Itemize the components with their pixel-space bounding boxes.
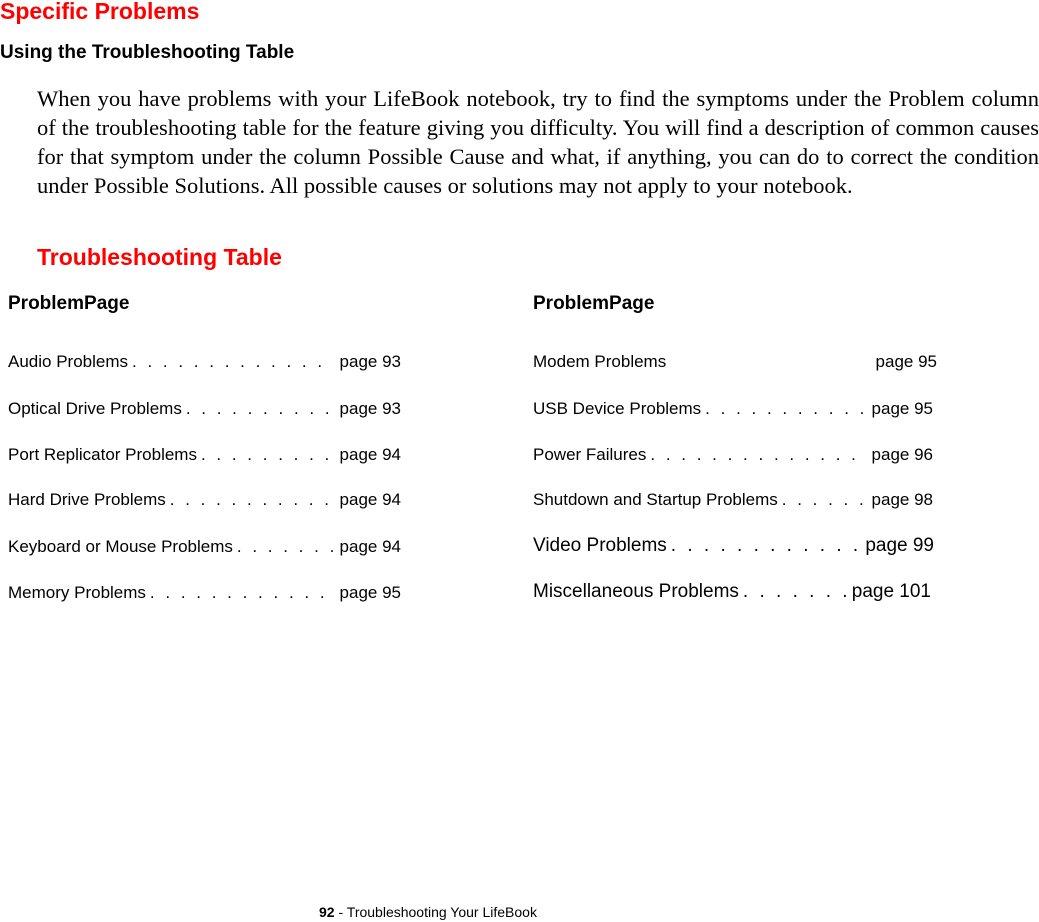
right-column-header (533, 293, 654, 315)
entry-page: page 93 (339, 399, 401, 418)
entry-label: Video Problems (533, 535, 667, 556)
dot-leader (671, 534, 860, 558)
entry-label: Port Replicator Problems (8, 445, 197, 464)
toc-entry-memory-problems[interactable] (8, 581, 401, 605)
dot-leader (237, 535, 334, 559)
entry-label: Audio Problems (8, 352, 129, 371)
dot-leader (132, 350, 334, 374)
entry-page: page 93 (339, 352, 401, 371)
right-header-problem: Problem (533, 293, 610, 314)
dot-leader (170, 488, 334, 512)
entry-page: page 101 (851, 581, 931, 602)
dot-leader (743, 580, 846, 604)
entry-page: page 94 (339, 445, 401, 464)
footer-page-number: 92 (319, 904, 335, 920)
entry-page: page 96 (871, 445, 933, 464)
entry-page: page 94 (339, 490, 401, 509)
toc-entry-shutdown-startup-problems[interactable] (533, 488, 933, 512)
entry-page: page 95 (339, 583, 401, 602)
page-footer (0, 904, 856, 920)
toc-entry-modem-problems[interactable] (533, 350, 937, 374)
entry-label: Memory Problems (8, 583, 146, 602)
entry-label: Modem Problems (533, 352, 667, 371)
toc-entry-optical-drive-problems[interactable] (8, 397, 401, 421)
entry-page: page 98 (871, 490, 933, 509)
footer-text: - Troubleshooting Your LifeBook (334, 904, 537, 920)
left-header-page: Page (84, 293, 130, 314)
toc-entry-port-replicator-problems[interactable] (8, 443, 401, 467)
dot-leader (201, 443, 334, 467)
subsection-title: Using the Troubleshooting Table (0, 42, 295, 63)
dot-leader (150, 581, 334, 605)
entry-page: page 95 (871, 399, 933, 418)
dot-leader (705, 397, 865, 421)
entry-page: page 99 (865, 535, 934, 556)
entry-label: Power Failures (533, 445, 647, 464)
entry-label: Miscellaneous Problems (533, 581, 739, 602)
dot-leader (186, 397, 334, 421)
toc-entry-usb-device-problems[interactable] (533, 397, 933, 421)
entry-label: Shutdown and Startup Problems (533, 490, 778, 509)
right-header-page: Page (609, 293, 655, 314)
left-column-header (8, 293, 129, 315)
toc-entry-miscellaneous-problems[interactable] (533, 580, 931, 604)
toc-entry-power-failures[interactable] (533, 443, 933, 467)
entry-label: Keyboard or Mouse Problems (8, 537, 233, 556)
table-title: Troubleshooting Table (37, 244, 282, 270)
toc-entry-keyboard-mouse-problems[interactable] (8, 535, 401, 559)
entry-page: page 95 (875, 352, 937, 371)
dot-leader (782, 488, 866, 512)
dot-leader (650, 443, 865, 467)
toc-entry-audio-problems[interactable] (8, 350, 401, 374)
entry-label: Hard Drive Problems (8, 490, 166, 509)
entry-label: USB Device Problems (533, 399, 702, 418)
entry-page: page 94 (339, 537, 401, 556)
toc-entry-hard-drive-problems[interactable] (8, 488, 401, 512)
section-title: Specific Problems (0, 0, 200, 24)
entry-label: Optical Drive Problems (8, 399, 182, 418)
intro-paragraph: When you have problems with your LifeBook notebook, try to find the symptoms under the Problem column of the troubleshooting table for the feature giving you difficulty. You will find a description of common causes for that symptom under the column Possible Cause and what, if anything, you can do to correct the condition under Possible Solutions. All possible causes or solutions may not apply to your notebook. (37, 86, 1039, 198)
left-header-problem: Problem (8, 293, 85, 314)
toc-entry-video-problems[interactable] (533, 534, 934, 558)
